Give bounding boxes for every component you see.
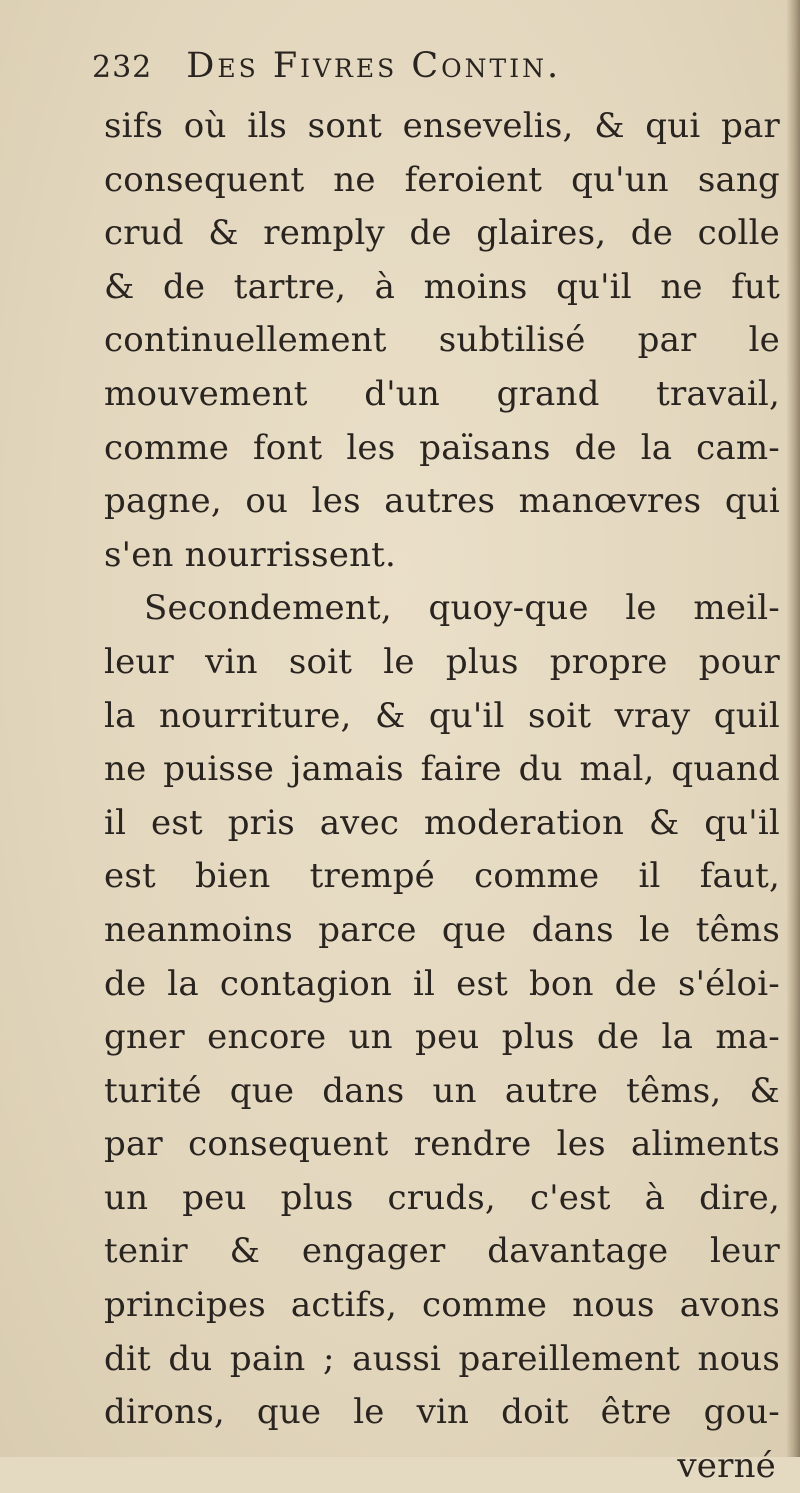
text-line: de la contagion il est bon de s'éloi- [104,963,780,1004]
text-line: comme font les païsans de la cam- [104,427,780,468]
text-line: & de tartre, à moins qu'il ne fut [104,266,780,307]
text-line: Secondement, quoy-que le meil- [144,588,780,629]
text-line: crud & remply de glaires, de colle [104,213,780,254]
text-line: dirons, que le vin doit être gou- [104,1392,780,1433]
text-line: par consequent rendre les aliments [104,1124,780,1165]
text-line: s'en nourrissent. [104,534,397,575]
text-line: un peu plus cruds, c'est à dire, [104,1177,780,1218]
text-line: neanmoins parce que dans le têms [104,909,780,950]
page-edge-shadow [786,0,800,1457]
page-number: 232 [92,50,153,85]
text-line: principes actifs, comme nous avons [104,1285,780,1326]
text-line: continuellement subtilisé par le [104,320,780,361]
text-line: la nourriture, & qu'il soit vray quil [104,695,780,736]
catchword: verné [677,1445,776,1486]
body-text [104,100,780,1493]
text-line: ne puisse jamais faire du mal, quand [104,749,780,790]
running-title: Des Fivres Contin. [186,46,562,86]
text-line: mouvement d'un grand travail, [104,373,780,414]
text-line: leur vin soit le plus propre pour [104,641,780,682]
text-line: sifs où ils sont ensevelis, & qui par [104,106,780,146]
text-line: dit du pain ; aussi pareillement nous [104,1338,780,1379]
text-line: tenir & engager davantage leur [104,1231,780,1272]
page-header [92,46,732,96]
text-line: est bien trempé comme il faut, [104,856,780,897]
text-line: il est pris avec moderation & qu'il [104,802,780,843]
text-line: pagne, ou les autres manœvres qui [104,481,780,522]
text-line: turité que dans un autre têms, & [104,1070,780,1111]
text-line: consequent ne feroient qu'un sang [104,159,780,200]
text-line: gner encore un peu plus de la ma- [104,1017,780,1058]
